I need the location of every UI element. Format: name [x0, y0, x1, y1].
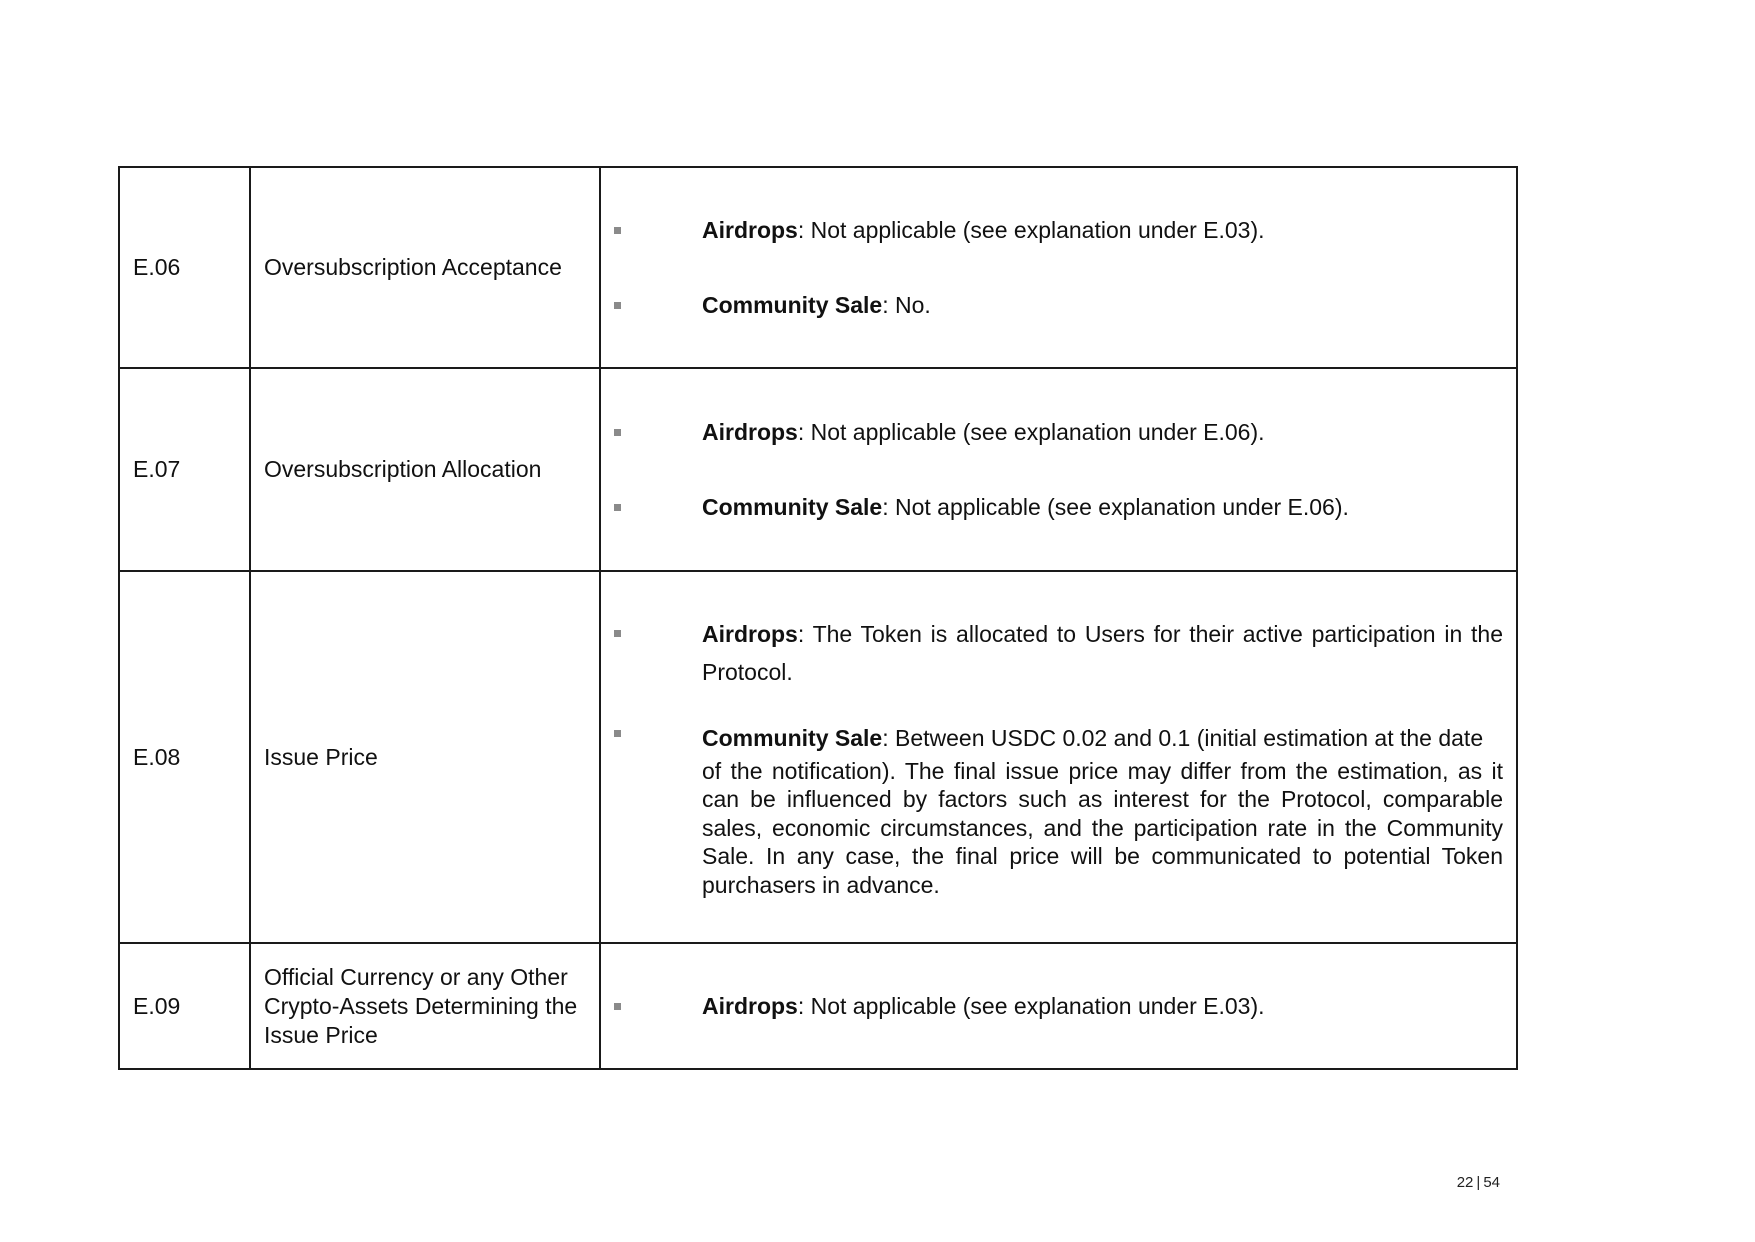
row-label: Issue Price: [250, 571, 600, 943]
table-row: [119, 571, 1517, 943]
current-page: 22: [1456, 1174, 1474, 1191]
bullet-text: : Not applicable (see explanation under E.06).: [797, 418, 1265, 445]
bullet-text: : Not applicable (see explanation under E.03).: [797, 216, 1265, 243]
square-bullet-icon: [614, 630, 621, 637]
square-bullet-icon: [614, 504, 621, 511]
total-pages: 54: [1483, 1174, 1500, 1191]
list-item: [601, 992, 1503, 1021]
page-separator: |: [1476, 1174, 1481, 1191]
row-content: [600, 167, 1517, 368]
square-bullet-icon: [614, 227, 621, 234]
bullet-text: : Not applicable (see explanation under E.06).: [882, 493, 1349, 520]
bullet-term: Airdrops: [702, 620, 798, 647]
row-content: [600, 368, 1517, 571]
square-bullet-icon: [614, 1003, 621, 1010]
list-item: [601, 493, 1503, 522]
row-id: E.08: [119, 571, 250, 943]
bullet-term: Airdrops: [702, 992, 798, 1019]
bullet-term: Community Sale: [702, 493, 883, 520]
row-content: [600, 943, 1517, 1069]
bullet-text: : The Token is allocated to Users for their active participation in the Protocol.: [702, 620, 1503, 685]
requirements-table: [118, 166, 1518, 1070]
row-id: E.07: [119, 368, 250, 571]
row-label: Official Currency or any Other Crypto-Assets Determining the Issue Price: [250, 943, 600, 1069]
row-id: E.06: [119, 167, 250, 368]
list-item: [601, 216, 1503, 245]
list-item: [601, 719, 1503, 900]
bullet-continuation: of the notification). The final issue price may differ from the estimation, as it can be influenced by factors such as interest for the Protocol, comparable sales, economic circumstances, and the participation rate in the Community Sale. In any case, the final price will be communicated to potential Token purchasers in advance.: [702, 757, 1503, 898]
row-content: [600, 571, 1517, 943]
table-row: [119, 943, 1517, 1069]
bullet-term: Airdrops: [702, 216, 798, 243]
list-item: [601, 291, 1503, 320]
row-id: E.09: [119, 943, 250, 1069]
bullet-term: Community Sale: [702, 724, 883, 751]
square-bullet-icon: [614, 429, 621, 436]
list-item: [601, 615, 1503, 691]
page-number: [1438, 1174, 1500, 1192]
table-row: [119, 368, 1517, 571]
table-row: [119, 167, 1517, 368]
row-label: Oversubscription Allocation: [250, 368, 600, 571]
bullet-text: : No.: [882, 291, 931, 318]
bullet-term: Airdrops: [702, 418, 798, 445]
list-item: [601, 418, 1503, 447]
square-bullet-icon: [614, 730, 621, 737]
bullet-text: : Not applicable (see explanation under E.03).: [797, 992, 1265, 1019]
square-bullet-icon: [614, 302, 621, 309]
bullet-first-line: [702, 719, 1503, 757]
bullet-term: Community Sale: [702, 291, 883, 318]
row-label: Oversubscription Acceptance: [250, 167, 600, 368]
bullet-text: : Between USDC 0.02 and 0.1 (initial estimation at the date: [882, 724, 1484, 751]
